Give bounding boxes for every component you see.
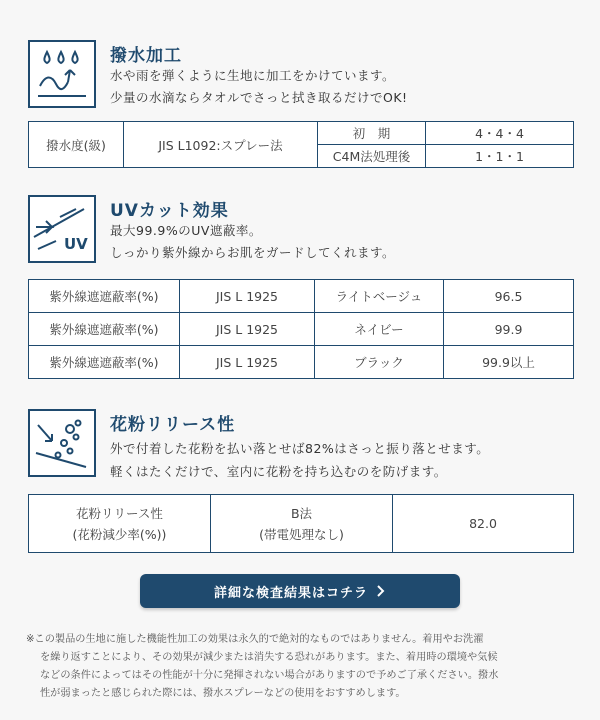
- table-color: ブラック: [315, 346, 444, 379]
- water-repellent-table: [28, 121, 574, 168]
- table-method: JIS L1092:スプレー法: [124, 122, 318, 168]
- table-method: JIS L 1925: [180, 313, 315, 346]
- table-value: 1・1・1: [426, 145, 574, 168]
- desc-line: しっかり紫外線からお肌をガードしてくれます。: [110, 245, 396, 260]
- detailed-results-button[interactable]: [140, 574, 460, 608]
- pollen-release-description: [110, 437, 489, 483]
- chevron-right-icon: [376, 585, 386, 597]
- label-line: (花粉減少率(%)): [72, 526, 167, 542]
- table-value: 99.9: [444, 313, 574, 346]
- table-row: [29, 346, 574, 379]
- detailed-results-label: 詳細な検査結果はコチラ: [213, 585, 368, 601]
- table-row: [29, 280, 574, 313]
- desc-line: 軽くはたくだけで、室内に花粉を持ち込むのを防げます。: [110, 464, 447, 479]
- uv-cut-table: [28, 279, 574, 379]
- desc-line: 少量の水滴ならタオルでさっと拭き取るだけでOK!: [110, 90, 408, 105]
- table-value: 96.5: [444, 280, 574, 313]
- table-method: JIS L 1925: [180, 280, 315, 313]
- pollen-release-icon: [28, 409, 96, 477]
- table-value: 82.0: [393, 495, 574, 553]
- uv-cut-title: UVカット効果: [110, 201, 229, 221]
- table-row: [29, 313, 574, 346]
- table-method: [211, 495, 393, 553]
- note-line: ※この製品の生地に施した機能性加工の効果は永久的で絶対的なものではありません。着用やお洗濯: [26, 634, 484, 645]
- pollen-release-table: [28, 494, 574, 553]
- method-line: B法: [290, 505, 313, 521]
- table-method: JIS L 1925: [180, 346, 315, 379]
- note-line: 性が弱まったと感じられた際には、撥水スプレーなどの使用をおすすめします。: [40, 688, 406, 699]
- method-line: (帯電処理なし): [259, 526, 344, 542]
- desc-line: 水や雨を弾くように生地に加工をかけています。: [110, 68, 396, 83]
- table-label: [29, 495, 211, 553]
- table-value: 4・4・4: [426, 122, 574, 145]
- water-repellent-title: 撥水加工: [110, 46, 182, 66]
- table-color: ネイビー: [315, 313, 444, 346]
- table-color: ライトベージュ: [315, 280, 444, 313]
- table-condition: C4M法処理後: [318, 145, 426, 168]
- water-repellent-description: [110, 65, 408, 109]
- disclaimer-note: [26, 631, 578, 703]
- pollen-release-title: 花粉リリース性: [110, 415, 236, 435]
- table-condition: 初 期: [318, 122, 426, 145]
- pollen-release-section: [28, 409, 574, 489]
- table-label: 撥水度(級): [29, 122, 124, 168]
- desc-line: 外で付着した花粉を払い落とせば82%はさっと振り落とせます。: [110, 441, 490, 456]
- label-line: 花粉リリース性: [76, 505, 163, 521]
- uv-cut-description: [110, 220, 395, 264]
- uv-cut-icon: [28, 195, 96, 263]
- uv-cut-section: [28, 195, 574, 275]
- desc-line: 最大99.9%のUV遮蔽率。: [110, 223, 262, 238]
- uv-icon-text: UV: [64, 235, 88, 253]
- water-drops-icon: [28, 40, 96, 108]
- note-line: を繰り返すことにより、その効果が減少または消失する恐れがあります。また、着用時の環境や気候: [40, 652, 498, 663]
- table-label: 紫外線遮遮蔽率(%): [29, 346, 180, 379]
- table-value: 99.9以上: [444, 346, 574, 379]
- table-label: 紫外線遮遮蔽率(%): [29, 280, 180, 313]
- note-line: などの条件によってはその性能が十分に発揮されない場合がありますので予めご了承ください。撥水: [40, 670, 499, 681]
- table-label: 紫外線遮遮蔽率(%): [29, 313, 180, 346]
